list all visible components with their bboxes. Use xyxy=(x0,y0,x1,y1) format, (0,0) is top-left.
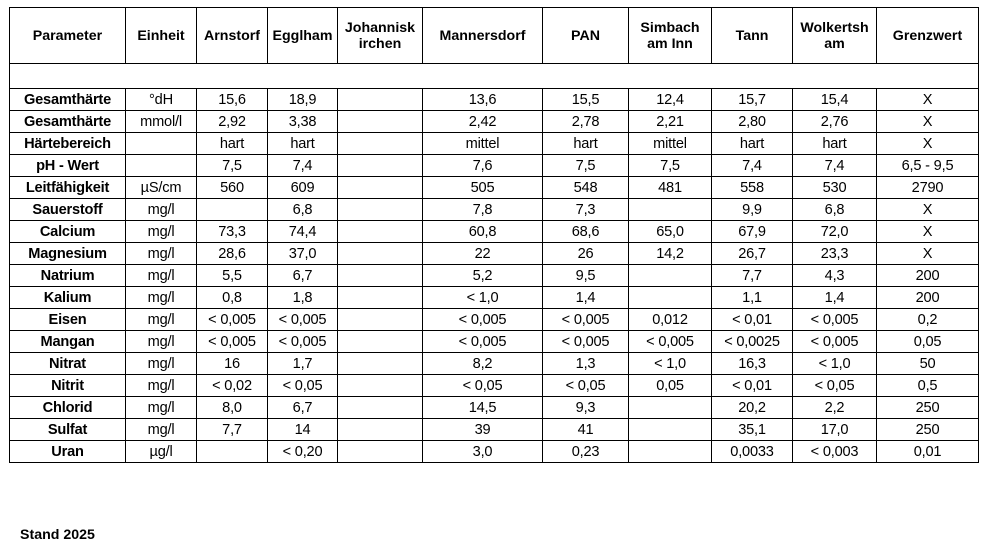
value-cell: 2,78 xyxy=(543,111,629,133)
value-cell: 68,6 xyxy=(543,221,629,243)
value-cell xyxy=(338,221,423,243)
value-cell: hart xyxy=(197,133,268,155)
value-cell: 2,92 xyxy=(197,111,268,133)
value-cell: 16 xyxy=(197,353,268,375)
table-row xyxy=(10,221,979,243)
value-cell xyxy=(338,309,423,331)
parameter-cell: Gesamthärte xyxy=(10,111,126,133)
column-header-einheit: Einheit xyxy=(126,8,197,64)
value-cell: 0,23 xyxy=(543,441,629,463)
value-cell: 7,7 xyxy=(712,265,793,287)
value-cell: < 0,05 xyxy=(543,375,629,397)
table-row xyxy=(10,265,979,287)
value-cell: 0,8 xyxy=(197,287,268,309)
unit-cell: µS/cm xyxy=(126,177,197,199)
value-cell xyxy=(338,331,423,353)
value-cell: hart xyxy=(268,133,338,155)
value-cell: 26,7 xyxy=(712,243,793,265)
value-cell xyxy=(338,287,423,309)
value-cell: 6,8 xyxy=(268,199,338,221)
parameter-cell: pH - Wert xyxy=(10,155,126,177)
value-cell: 558 xyxy=(712,177,793,199)
unit-cell: mg/l xyxy=(126,419,197,441)
value-cell: 15,5 xyxy=(543,89,629,111)
table-row xyxy=(10,111,979,133)
table-row xyxy=(10,133,979,155)
value-cell: 18,9 xyxy=(268,89,338,111)
value-cell: 3,38 xyxy=(268,111,338,133)
table-row xyxy=(10,375,979,397)
value-cell: 7,4 xyxy=(268,155,338,177)
value-cell: 2,76 xyxy=(793,111,877,133)
value-cell: < 0,01 xyxy=(712,309,793,331)
value-cell xyxy=(338,397,423,419)
value-cell: 14,2 xyxy=(629,243,712,265)
limit-cell: 0,5 xyxy=(877,375,979,397)
value-cell: 7,5 xyxy=(543,155,629,177)
value-cell xyxy=(338,133,423,155)
parameter-cell: Natrium xyxy=(10,265,126,287)
parameter-cell: Härtebereich xyxy=(10,133,126,155)
column-header-tann: Tann xyxy=(712,8,793,64)
value-cell: < 0,05 xyxy=(423,375,543,397)
value-cell: < 0,005 xyxy=(543,309,629,331)
value-cell: < 1,0 xyxy=(793,353,877,375)
value-cell: 17,0 xyxy=(793,419,877,441)
value-cell: 2,2 xyxy=(793,397,877,419)
value-cell: 28,6 xyxy=(197,243,268,265)
limit-cell: X xyxy=(877,89,979,111)
value-cell: 5,5 xyxy=(197,265,268,287)
value-cell: < 0,005 xyxy=(197,331,268,353)
table-row xyxy=(10,397,979,419)
water-quality-table-container xyxy=(9,7,979,463)
value-cell: 60,8 xyxy=(423,221,543,243)
value-cell: 13,6 xyxy=(423,89,543,111)
column-header-simbach: Simbach am Inn xyxy=(629,8,712,64)
value-cell: hart xyxy=(543,133,629,155)
unit-cell: °dH xyxy=(126,89,197,111)
value-cell: 26 xyxy=(543,243,629,265)
value-cell: 1,4 xyxy=(793,287,877,309)
limit-cell: X xyxy=(877,199,979,221)
value-cell: 7,5 xyxy=(197,155,268,177)
parameter-cell: Nitrit xyxy=(10,375,126,397)
value-cell: 6,7 xyxy=(268,397,338,419)
value-cell: 3,0 xyxy=(423,441,543,463)
value-cell: 14,5 xyxy=(423,397,543,419)
column-header-johanniskirchen: Johannisk irchen xyxy=(338,8,423,64)
value-cell: 0,05 xyxy=(629,375,712,397)
table-row xyxy=(10,353,979,375)
column-header-wolkertsham: Wolkertsh am xyxy=(793,8,877,64)
value-cell xyxy=(197,199,268,221)
value-cell: 6,8 xyxy=(793,199,877,221)
value-cell: mittel xyxy=(423,133,543,155)
value-cell: 72,0 xyxy=(793,221,877,243)
value-cell xyxy=(338,265,423,287)
value-cell xyxy=(629,397,712,419)
table-row xyxy=(10,331,979,353)
value-cell: < 0,02 xyxy=(197,375,268,397)
value-cell: hart xyxy=(793,133,877,155)
value-cell xyxy=(338,89,423,111)
column-header-pan: PAN xyxy=(543,8,629,64)
table-row xyxy=(10,89,979,111)
limit-cell: 6,5 - 9,5 xyxy=(877,155,979,177)
value-cell xyxy=(338,243,423,265)
parameter-cell: Chlorid xyxy=(10,397,126,419)
value-cell: < 0,005 xyxy=(423,331,543,353)
table-row xyxy=(10,155,979,177)
unit-cell xyxy=(126,133,197,155)
header-row xyxy=(10,8,979,64)
limit-cell: 50 xyxy=(877,353,979,375)
value-cell: 2,80 xyxy=(712,111,793,133)
value-cell: mittel xyxy=(629,133,712,155)
unit-cell: mg/l xyxy=(126,243,197,265)
value-cell: 505 xyxy=(423,177,543,199)
value-cell: 20,2 xyxy=(712,397,793,419)
value-cell: 9,5 xyxy=(543,265,629,287)
value-cell: 7,4 xyxy=(712,155,793,177)
value-cell: 548 xyxy=(543,177,629,199)
value-cell xyxy=(338,155,423,177)
value-cell: < 0,0025 xyxy=(712,331,793,353)
value-cell: 7,8 xyxy=(423,199,543,221)
value-cell: 481 xyxy=(629,177,712,199)
value-cell xyxy=(629,199,712,221)
value-cell: 560 xyxy=(197,177,268,199)
unit-cell: mg/l xyxy=(126,221,197,243)
unit-cell: mg/l xyxy=(126,199,197,221)
value-cell: 1,7 xyxy=(268,353,338,375)
parameter-cell: Eisen xyxy=(10,309,126,331)
value-cell: 5,2 xyxy=(423,265,543,287)
value-cell: 41 xyxy=(543,419,629,441)
value-cell: 67,9 xyxy=(712,221,793,243)
value-cell: 0,0033 xyxy=(712,441,793,463)
unit-cell: mmol/l xyxy=(126,111,197,133)
value-cell: 530 xyxy=(793,177,877,199)
value-cell: 15,6 xyxy=(197,89,268,111)
limit-cell: 2790 xyxy=(877,177,979,199)
value-cell xyxy=(338,177,423,199)
value-cell: 2,42 xyxy=(423,111,543,133)
limit-cell: X xyxy=(877,133,979,155)
value-cell: 15,7 xyxy=(712,89,793,111)
value-cell: 39 xyxy=(423,419,543,441)
value-cell: 1,4 xyxy=(543,287,629,309)
value-cell: < 0,005 xyxy=(423,309,543,331)
value-cell: < 0,05 xyxy=(268,375,338,397)
value-cell: 7,7 xyxy=(197,419,268,441)
value-cell: 7,5 xyxy=(629,155,712,177)
column-header-mannersdorf: Mannersdorf xyxy=(423,8,543,64)
value-cell: 14 xyxy=(268,419,338,441)
value-cell: 1,8 xyxy=(268,287,338,309)
unit-cell xyxy=(126,155,197,177)
value-cell: < 0,005 xyxy=(793,309,877,331)
value-cell: < 0,005 xyxy=(543,331,629,353)
value-cell: 2,21 xyxy=(629,111,712,133)
spacer-row xyxy=(10,64,979,89)
value-cell xyxy=(338,353,423,375)
water-quality-table xyxy=(9,7,979,463)
column-header-arnstorf: Arnstorf xyxy=(197,8,268,64)
value-cell: 9,3 xyxy=(543,397,629,419)
unit-cell: mg/l xyxy=(126,375,197,397)
value-cell: < 1,0 xyxy=(629,353,712,375)
limit-cell: 0,01 xyxy=(877,441,979,463)
value-cell: 609 xyxy=(268,177,338,199)
parameter-cell: Nitrat xyxy=(10,353,126,375)
value-cell: 12,4 xyxy=(629,89,712,111)
value-cell: 8,0 xyxy=(197,397,268,419)
value-cell: < 0,05 xyxy=(793,375,877,397)
value-cell xyxy=(629,441,712,463)
parameter-cell: Mangan xyxy=(10,331,126,353)
value-cell: 22 xyxy=(423,243,543,265)
stand-note: Stand 2025 xyxy=(20,527,95,543)
value-cell: hart xyxy=(712,133,793,155)
unit-cell: mg/l xyxy=(126,309,197,331)
value-cell xyxy=(338,419,423,441)
table-row xyxy=(10,309,979,331)
value-cell: < 0,005 xyxy=(268,309,338,331)
value-cell: 4,3 xyxy=(793,265,877,287)
value-cell: 16,3 xyxy=(712,353,793,375)
parameter-cell: Sulfat xyxy=(10,419,126,441)
value-cell xyxy=(629,265,712,287)
unit-cell: mg/l xyxy=(126,287,197,309)
value-cell xyxy=(197,441,268,463)
value-cell: 6,7 xyxy=(268,265,338,287)
value-cell: 1,3 xyxy=(543,353,629,375)
value-cell xyxy=(629,287,712,309)
value-cell xyxy=(338,199,423,221)
value-cell xyxy=(338,441,423,463)
value-cell: 35,1 xyxy=(712,419,793,441)
table-row xyxy=(10,419,979,441)
parameter-cell: Uran xyxy=(10,441,126,463)
unit-cell: µg/l xyxy=(126,441,197,463)
limit-cell: 250 xyxy=(877,419,979,441)
value-cell: 37,0 xyxy=(268,243,338,265)
table-row xyxy=(10,287,979,309)
limit-cell: X xyxy=(877,221,979,243)
value-cell: 7,6 xyxy=(423,155,543,177)
value-cell: 0,012 xyxy=(629,309,712,331)
limit-cell: 200 xyxy=(877,287,979,309)
table-row xyxy=(10,177,979,199)
unit-cell: mg/l xyxy=(126,353,197,375)
limit-cell: 200 xyxy=(877,265,979,287)
limit-cell: X xyxy=(877,111,979,133)
unit-cell: mg/l xyxy=(126,331,197,353)
value-cell: 73,3 xyxy=(197,221,268,243)
value-cell: 7,4 xyxy=(793,155,877,177)
spacer-cell xyxy=(10,64,979,89)
limit-cell: X xyxy=(877,243,979,265)
value-cell: < 0,003 xyxy=(793,441,877,463)
unit-cell: mg/l xyxy=(126,265,197,287)
value-cell: 65,0 xyxy=(629,221,712,243)
value-cell: 9,9 xyxy=(712,199,793,221)
value-cell: 74,4 xyxy=(268,221,338,243)
value-cell xyxy=(338,375,423,397)
parameter-cell: Leitfähigkeit xyxy=(10,177,126,199)
limit-cell: 250 xyxy=(877,397,979,419)
column-header-parameter: Parameter xyxy=(10,8,126,64)
value-cell: < 0,005 xyxy=(793,331,877,353)
column-header-grenzwert: Grenzwert xyxy=(877,8,979,64)
table-row xyxy=(10,243,979,265)
table-row xyxy=(10,199,979,221)
column-header-egglham: Egglham xyxy=(268,8,338,64)
value-cell: < 0,005 xyxy=(197,309,268,331)
limit-cell: 0,2 xyxy=(877,309,979,331)
limit-cell: 0,05 xyxy=(877,331,979,353)
value-cell: 7,3 xyxy=(543,199,629,221)
value-cell: < 0,01 xyxy=(712,375,793,397)
value-cell xyxy=(629,419,712,441)
value-cell: 15,4 xyxy=(793,89,877,111)
parameter-cell: Calcium xyxy=(10,221,126,243)
value-cell: 8,2 xyxy=(423,353,543,375)
value-cell: < 0,20 xyxy=(268,441,338,463)
parameter-cell: Kalium xyxy=(10,287,126,309)
value-cell: < 0,005 xyxy=(629,331,712,353)
value-cell: < 1,0 xyxy=(423,287,543,309)
parameter-cell: Magnesium xyxy=(10,243,126,265)
value-cell: 1,1 xyxy=(712,287,793,309)
parameter-cell: Sauerstoff xyxy=(10,199,126,221)
table-row xyxy=(10,441,979,463)
value-cell xyxy=(338,111,423,133)
value-cell: < 0,005 xyxy=(268,331,338,353)
parameter-cell: Gesamthärte xyxy=(10,89,126,111)
unit-cell: mg/l xyxy=(126,397,197,419)
value-cell: 23,3 xyxy=(793,243,877,265)
